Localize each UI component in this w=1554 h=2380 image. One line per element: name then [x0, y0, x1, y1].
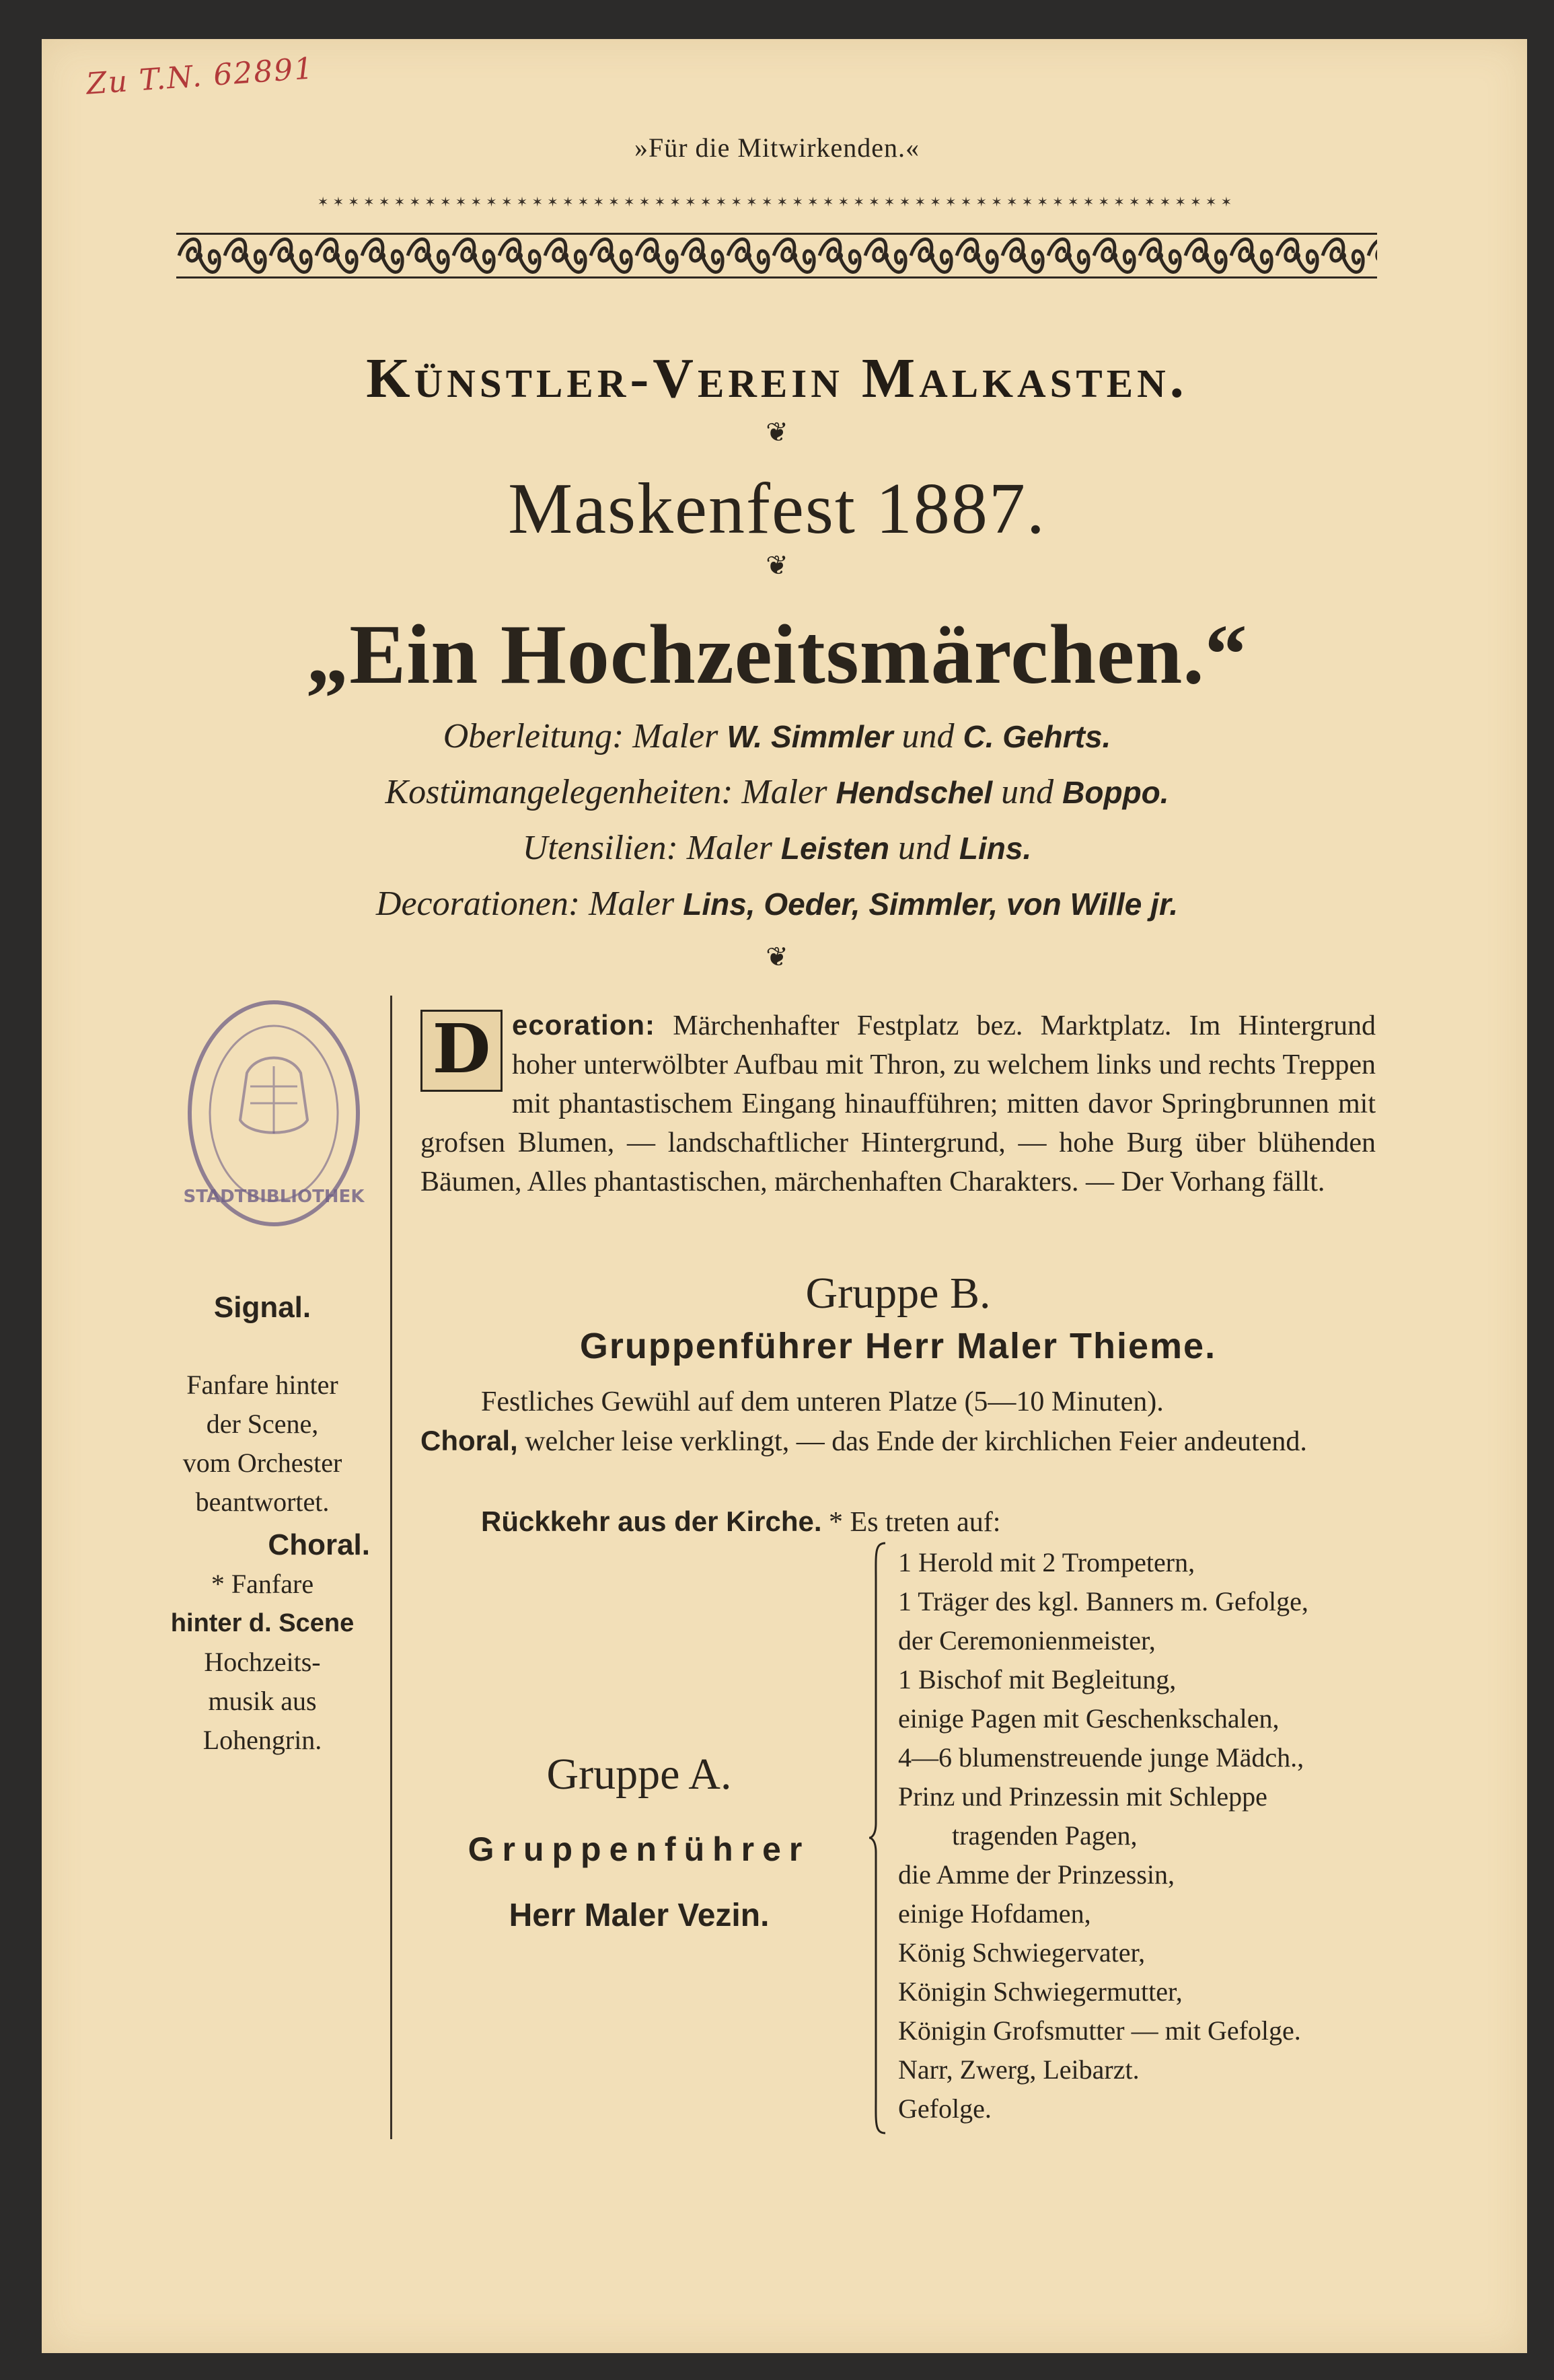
- ornament-star-row: ✶✶✶✶✶✶✶✶✶✶✶✶✶✶✶✶✶✶✶✶✶✶✶✶✶✶✶✶✶✶✶✶✶✶✶✶✶✶✶✶✶✶✶✶✶✶✶✶✶✶✶✶✶✶✶✶✶✶✶✶: [317, 194, 1236, 207]
- cast-list: [898, 1543, 1382, 2128]
- list-item: einige Pagen mit Geschenkschalen,: [898, 1703, 1280, 1734]
- sidebar-signal: Signal.: [213, 1291, 311, 1324]
- list-item: Gefolge.: [898, 2093, 992, 2124]
- stamp-label: STADTBIBLIOTHEK: [183, 1187, 365, 1207]
- event-title: Maskenfest 1887.: [508, 469, 1046, 549]
- group-b-entry-line: Rückkehr aus der Kirche. * Es treten auf:: [481, 1505, 1001, 1538]
- list-item: Königin Grofsmutter — mit Gefolge.: [898, 2015, 1301, 2046]
- fleuron-icon: ❦: [766, 417, 788, 448]
- drop-cap: D: [420, 1010, 503, 1092]
- sidebar-choral: Choral.: [268, 1528, 370, 1561]
- list-item: König Schwiegervater,: [898, 1937, 1146, 1968]
- list-item: 4—6 blumenstreuende junge Mädch.,: [898, 1742, 1304, 1773]
- list-item: Narr, Zwerg, Leibarzt.: [898, 2054, 1140, 2085]
- group-b-leader: Gruppenführer Herr Maler Thieme.: [579, 1326, 1217, 1366]
- sidebar-fanfare: Fanfare hinter der Scene, vom Orchester beantwortet.: [182, 1370, 342, 1517]
- list-item: Königin Schwiegermutter,: [898, 1976, 1183, 2007]
- group-a-heading: Gruppe A.: [546, 1750, 732, 1799]
- sidebar-brace: [390, 996, 398, 2139]
- list-item: Prinz und Prinzessin mit Schleppe: [898, 1781, 1267, 1812]
- credit-line: Utensilien: Maler Leisten und Lins.: [522, 829, 1032, 867]
- sidebar-music: * Fanfare hinter d. Scene Hochzeits- musik aus Lohengrin.: [170, 1569, 355, 1755]
- ornamental-border: [176, 229, 1377, 283]
- handwritten-note: Zu T.N. 62891: [85, 51, 316, 102]
- credit-line: Kostümangelegenheiten: Maler Hendschel und Boppo.: [385, 773, 1169, 811]
- list-item: 1 Bischof mit Begleitung,: [898, 1664, 1177, 1695]
- group-a-leader-name: Herr Maler Vezin.: [509, 1898, 770, 1933]
- cast-brace: [868, 1540, 888, 2136]
- group-b-paragraph: Festliches Gewühl auf dem unteren Platze (5—10 Minuten). Choral, welcher leise verklingt, — das Ende der kirchlichen Feier andeutend.: [420, 1386, 1307, 1457]
- credit-line: Decorationen: Maler Lins, Oeder, Simmler, von Wille jr.: [375, 885, 1179, 923]
- list-item: 1 Herold mit 2 Trompetern,: [898, 1547, 1195, 1577]
- society-title: Künstler-Verein Malkasten.: [366, 347, 1188, 410]
- group-b-heading: Gruppe B.: [805, 1269, 991, 1318]
- group-a-leader-label: Gruppenführer: [468, 1830, 811, 1868]
- library-stamp: [183, 992, 365, 1234]
- list-item: der Ceremonienmeister,: [898, 1625, 1156, 1656]
- list-item: 1 Träger des kgl. Banners m. Gefolge,: [898, 1586, 1308, 1616]
- participants-note: »Für die Mitwirkenden.«: [634, 133, 920, 163]
- play-title: „Ein Hochzeitsmärchen.“: [306, 608, 1248, 702]
- list-item: tragenden Pagen,: [952, 1820, 1138, 1851]
- list-item: einige Hofdamen,: [898, 1898, 1091, 1929]
- list-item: die Amme der Prinzessin,: [898, 1859, 1175, 1890]
- fleuron-icon: ❦: [766, 550, 788, 581]
- credit-line: Oberleitung: Maler W. Simmler und C. Gehrts.: [443, 717, 1111, 755]
- decoration-paragraph: D ecoration: Märchenhafter Festplatz bez. Marktplatz. Im Hintergrund hoher unterwölbter Aufbau mit Thron, zu welchem links und rechts Treppen mit phantastischem Eingang hinaufführen; mitten davor Springbrunnen mit grofsen Blumen, — landschaftlicher Hintergrund, — hohe Burg über blühenden Bäumen, Alles phantastischen, märchenhaften Charakters. — Der Vorhang fällt.: [420, 1009, 1376, 1197]
- fleuron-icon: ❦: [766, 942, 788, 973]
